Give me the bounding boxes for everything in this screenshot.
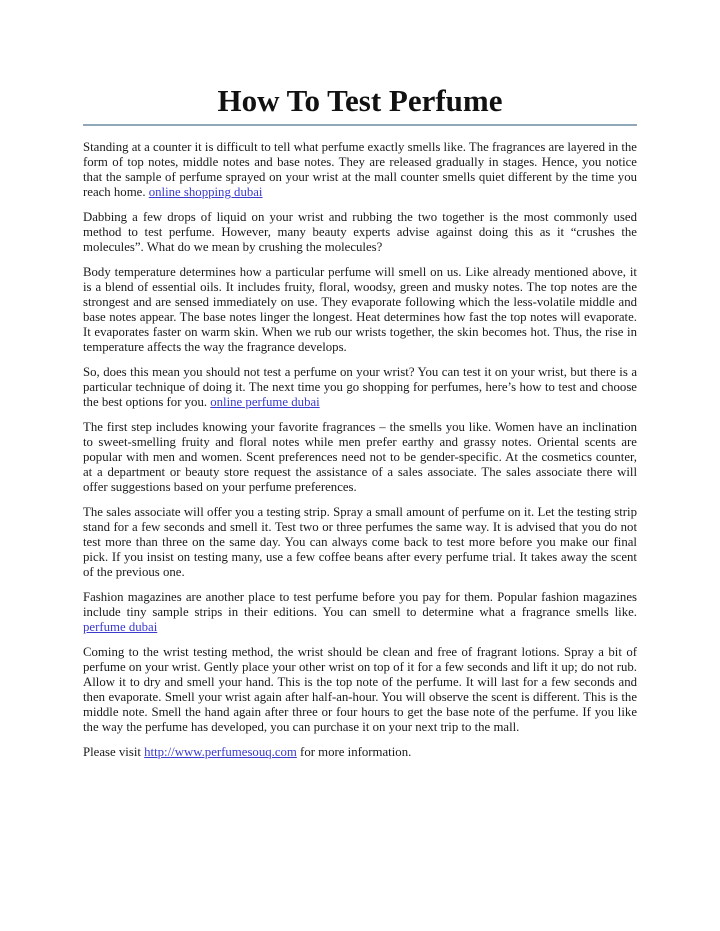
- paragraph: [83, 420, 637, 495]
- paragraph: [83, 745, 637, 760]
- paragraph: [83, 590, 637, 635]
- paragraph: [83, 505, 637, 580]
- paragraph-text: for more information.: [296, 745, 412, 759]
- paragraph: [83, 140, 637, 200]
- paragraph: [83, 210, 637, 255]
- document-content: [83, 0, 637, 760]
- title-underline-rule: [83, 124, 637, 126]
- paragraph-text: Standing at a counter it is difficult to tell what perfume exactly smells like. The fragrances are layered in the form of top notes, middle notes and base notes. They are released gradually in stages. Hence, you notice that the sample of perfume sprayed on your wrist at the mall counter smells quiet different by the time you reach home.: [83, 140, 637, 199]
- paragraph: [83, 365, 637, 410]
- inline-link[interactable]: online perfume dubai: [210, 395, 320, 409]
- paragraph: [83, 265, 637, 355]
- paragraph-text: The sales associate will offer you a testing strip. Spray a small amount of perfume on it. Let the testing strip stand for a few seconds and smell it. Test two or three perfumes the same way. It is advised that you do not test more than three on the same day. You can always come back to test more before you make our final pick. If you insist on testing many, use a few coffee beans after every perfume trial. It takes away the scent of the previous one.: [83, 505, 637, 579]
- inline-link[interactable]: perfume dubai: [83, 620, 158, 634]
- paragraph-text: So, does this mean you should not test a perfume on your wrist? You can test it on your wrist, but there is a particular technique of doing it. The next time you go shopping for perfumes, here’s how to test and choose the best options for you.: [83, 365, 637, 409]
- paragraph-text: Fashion magazines are another place to test perfume before you pay for them. Popular fashion magazines include tiny sample strips in their editions. You can smell to determine what a fragrance smells like.: [83, 590, 637, 619]
- article-body: [83, 140, 637, 760]
- paragraph: [83, 645, 637, 735]
- inline-link[interactable]: http://www.perfumesouq.com: [144, 745, 297, 759]
- page-title: How To Test Perfume: [217, 83, 503, 118]
- paragraph-text: Coming to the wrist testing method, the wrist should be clean and free of fragrant lotions. Spray a bit of perfume on your wrist. Gently place your other wrist on top of it for a few seconds and lift it up; do not rub. Allow it to dry and smell your hand. This is the top note of the perfume. It will last for a few seconds and then evaporate. Smell your wrist again after half-an-hour. You will observe the scent is different. This is the middle note. Smell the hand again after three or four hours to get the base note of the perfume. If you like the way the perfume has developed, you can purchase it on your next trip to the mall.: [83, 645, 637, 734]
- paragraph-text: Dabbing a few drops of liquid on your wrist and rubbing the two together is the most commonly used method to test perfume. However, many beauty experts advise against doing this as it “crushes the molecules”. What do we mean by crushing the molecules?: [83, 210, 637, 254]
- paragraph-text: The first step includes knowing your favorite fragrances – the smells you like. Women have an inclination to sweet-smelling fruity and floral notes while men prefer earthy and grassy notes. Oriental scents are popular with men and women. Scent preferences need not to be gender-specific. At the cosmetics counter, at a department or beauty store request the assistance of a sales associate. The sales associate there will offer suggestions based on your perfume preferences.: [83, 420, 637, 494]
- paragraph-text: Body temperature determines how a particular perfume will smell on us. Like already mentioned above, it is a blend of essential oils. It includes fruity, floral, woodsy, green and musky notes. The top notes are the strongest and are sensed immediately on use. They evaporate following which the less-volatile middle and base notes appear. The base notes linger the longest. Heat determines how fast the top notes will evaporate. It evaporates faster on warm skin. When we rub our wrists together, the skin becomes hot. Thus, the rise in temperature affects the way the fragrance develops.: [83, 265, 637, 354]
- inline-link[interactable]: online shopping dubai: [148, 185, 263, 199]
- paragraph-text: Please visit: [83, 745, 145, 759]
